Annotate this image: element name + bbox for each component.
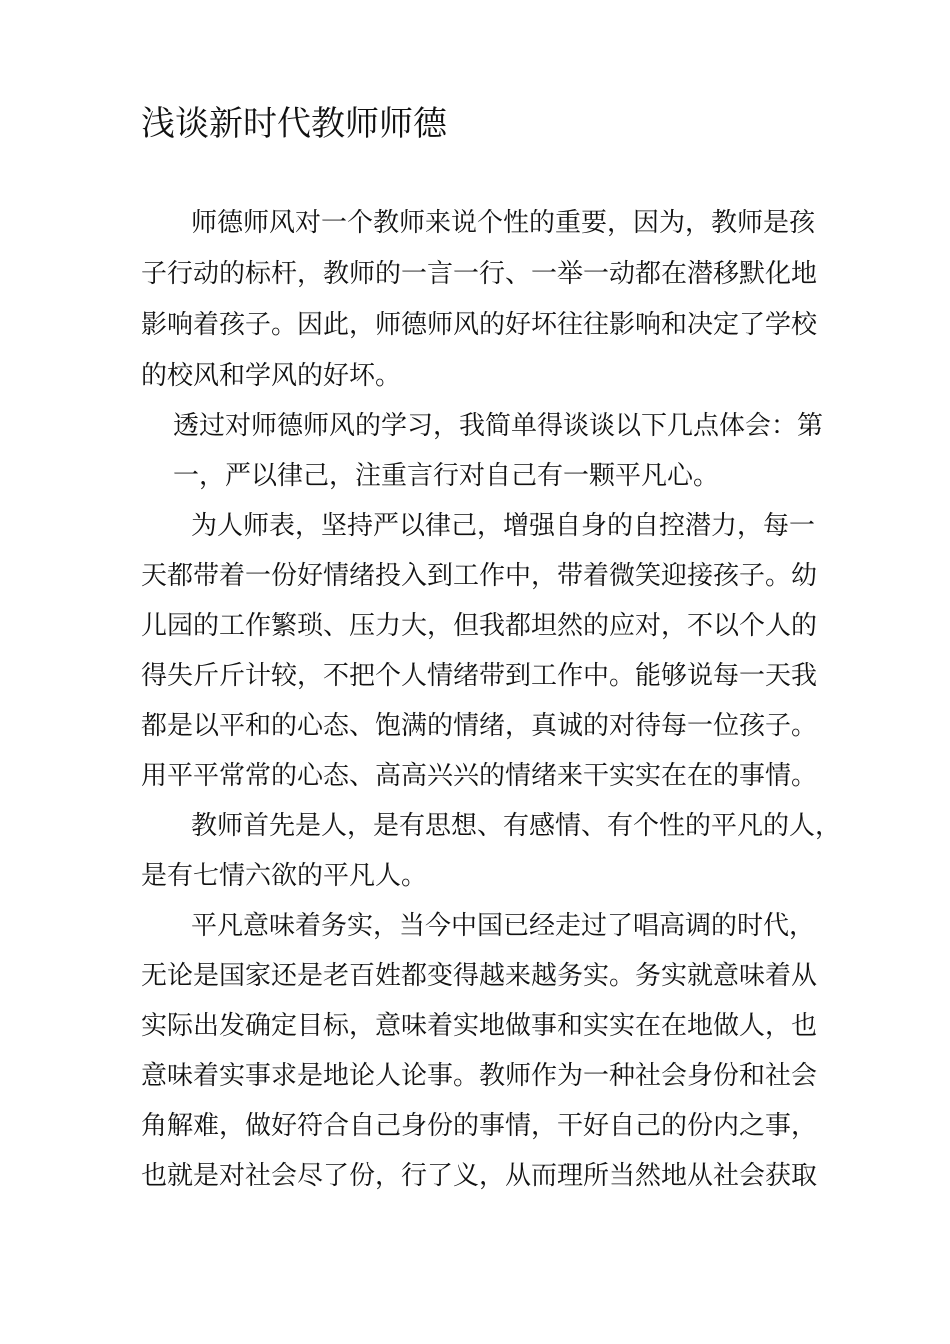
text-line: 平凡意味着务实，当今中国已经走过了唱高调的时代， — [191, 911, 816, 941]
text-line: 实际出发确定目标，意味着实地做事和实实在在地做人，也 — [141, 1011, 818, 1041]
text-line: 儿园的工作繁琐、压力大，但我都坦然的应对，不以个人的 — [141, 611, 818, 641]
text-line: 教师首先是人，是有思想、有感情、有个性的平凡的人， — [191, 811, 842, 841]
text-line: 也就是对社会尽了份，行了义，从而理所当然地从社会获取 — [141, 1161, 818, 1191]
text-line: 影响着孩子。因此，师德师风的好坏往往影响和决定了学校 — [141, 310, 818, 340]
text-line: 无论是国家还是老百姓都变得越来越务实。务实就意味着从 — [141, 961, 818, 991]
text-line: 一，严以律己，注重言行对自己有一颗平凡心。 — [173, 461, 720, 491]
text-line: 为人师表，坚持严以律己，增强自身的自控潜力，每一 — [191, 511, 816, 541]
text-line: 用平平常常的心态、高高兴兴的情绪来干实实在在的事情。 — [141, 761, 818, 791]
text-line: 师德师风对一个教师来说个性的重要，因为，教师是孩 — [191, 208, 816, 238]
text-line: 意味着实事求是地论人论事。教师作为一种社会身份和社会 — [141, 1061, 818, 1091]
text-line: 角解难，做好符合自己身份的事情，干好自己的份内之事， — [141, 1111, 818, 1141]
text-line: 的校风和学风的好坏。 — [141, 361, 402, 391]
text-line: 都是以平和的心态、饱满的情绪，真诚的对待每一位孩子。 — [141, 711, 818, 741]
text-line: 天都带着一份好情绪投入到工作中，带着微笑迎接孩子。幼 — [141, 561, 818, 591]
text-line: 透过对师德师风的学习，我简单得谈谈以下几点体会：第 — [173, 411, 824, 441]
text-line: 得失斤斤计较，不把个人情绪带到工作中。能够说每一天我 — [141, 661, 818, 691]
document-title: 浅谈新时代教师师德 — [141, 104, 447, 144]
text-line: 子行动的标杆，教师的一言一行、一举一动都在潜移默化地 — [141, 259, 818, 289]
text-line: 是有七情六欲的平凡人。 — [141, 861, 428, 891]
